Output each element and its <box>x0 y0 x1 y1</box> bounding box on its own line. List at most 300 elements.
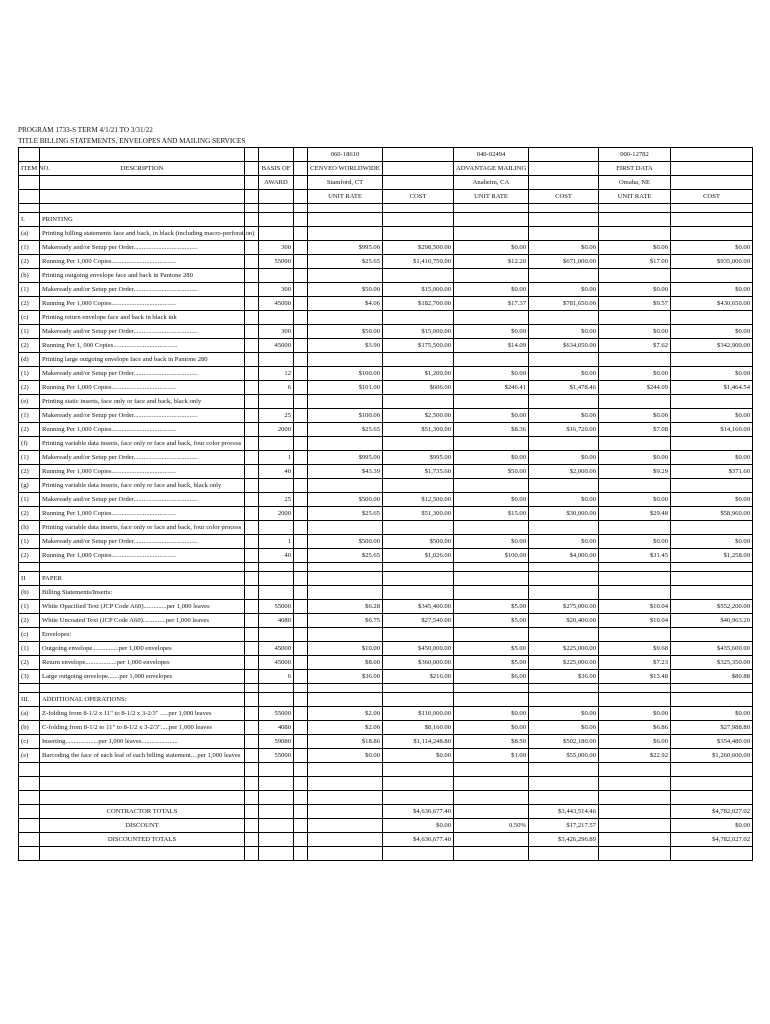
item-description: Printing large outgoing envelope face and back in Pantone 280 <box>40 353 245 367</box>
vendor-3-cost: $14,160.00 <box>671 423 753 437</box>
vendor-3-cost: $4,782,027.02 <box>671 833 753 847</box>
item-number: (2) <box>19 465 40 479</box>
vendor-2-unit-rate: $0.00 <box>454 241 529 255</box>
vendor-1-cost: $1,735.60 <box>383 465 454 479</box>
basis-of-award: 45000 <box>259 297 294 311</box>
item-description: Makeready and/or Setup per Order....................................... <box>40 325 245 339</box>
table-row <box>19 749 753 763</box>
basis-of-award: 45000 <box>259 656 294 670</box>
vendor-3-unit-rate: $29.48 <box>599 507 671 521</box>
table-row <box>19 213 753 227</box>
vendor-2-cost: $0.00 <box>529 409 599 423</box>
table-row <box>19 367 753 381</box>
vendor-3-unit-rate: $7.23 <box>599 656 671 670</box>
vendor-2-cost: $3,443,514.46 <box>529 805 599 819</box>
item-number: (2) <box>19 614 40 628</box>
item-number: (e) <box>19 749 40 763</box>
item-number <box>19 833 40 847</box>
vendor-3-cost: $0.00 <box>671 535 753 549</box>
item-description: Large outgoing envelope.......per 1,000 envelopes <box>40 670 245 684</box>
item-description: Printing static inserts, face only or face and back, black only <box>40 395 245 409</box>
item-description: PAPER <box>40 572 245 586</box>
vendor-2-cost: $36.00 <box>529 670 599 684</box>
description-header: DESCRIPTION <box>40 162 245 176</box>
item-description: Return envelope...................per 1,000 envelopes <box>40 656 245 670</box>
vendor-1-unit-rate: $100.00 <box>308 367 383 381</box>
vendor-1-unit-rate: $25.65 <box>308 423 383 437</box>
vendor-1-unit-rate: $25.65 <box>308 507 383 521</box>
item-description: Makeready and/or Setup per Order....................................... <box>40 451 245 465</box>
table-row <box>19 339 753 353</box>
item-description: Running Per 1,000 Copies....................................... <box>40 255 245 269</box>
vendor-1-unit-rate: $4.06 <box>308 297 383 311</box>
vendor-2-unit-rate: $5.00 <box>454 600 529 614</box>
table-row <box>19 241 753 255</box>
vendor-2-cost: $30,000.00 <box>529 507 599 521</box>
vendor-1-unit-rate: $8.00 <box>308 656 383 670</box>
basis-of-award: 59080 <box>259 735 294 749</box>
item-number: (1) <box>19 283 40 297</box>
basis-of-header: BASIS OF <box>259 162 294 176</box>
table-row <box>19 325 753 339</box>
vendor-1-unit-rate: $500.00 <box>308 493 383 507</box>
item-number: (b) <box>19 721 40 735</box>
item-description: Makeready and/or Setup per Order....................................... <box>40 535 245 549</box>
basis-of-award: 40 <box>259 549 294 563</box>
vendor-1-unit-rate: $101.00 <box>308 381 383 395</box>
vendor-1-unit-rate: $25.65 <box>308 549 383 563</box>
vendor-1-cost: $4,636,677.40 <box>383 805 454 819</box>
vendor-2-unit-rate: $246.41 <box>454 381 529 395</box>
vendor-3-unit-rate: $0.00 <box>599 493 671 507</box>
vendor-2-cost: $4,000.00 <box>529 549 599 563</box>
table-row <box>19 255 753 269</box>
vendor-2-cost: $502,180.00 <box>529 735 599 749</box>
vendor-3-cost: $354,480.00 <box>671 735 753 749</box>
vendor-1-cost: $360,000.00 <box>383 656 454 670</box>
table-row <box>19 283 753 297</box>
table-row <box>19 670 753 684</box>
basis-of-award: 55000 <box>259 749 294 763</box>
vendor-1-cost: $4,636,677.40 <box>383 833 454 847</box>
vendor-3-unit-rate: $10.04 <box>599 614 671 628</box>
basis-of-award: 25 <box>259 493 294 507</box>
spacer-row <box>19 204 753 213</box>
item-number: (2) <box>19 656 40 670</box>
item-description: Billing Statements/Inserts: <box>40 586 245 600</box>
vendor-1-cost: $1,114,248.80 <box>383 735 454 749</box>
vendor-3-unit-rate: $244.09 <box>599 381 671 395</box>
vendor-3-unit-rate-header: UNIT RATE <box>599 190 671 204</box>
table-row <box>19 395 753 409</box>
vendor-1-cost: $298,500.00 <box>383 241 454 255</box>
basis-of-award: 55000 <box>259 255 294 269</box>
vendor-3-cost: $27,988.80 <box>671 721 753 735</box>
vendor-3-unit-rate: $0.00 <box>599 241 671 255</box>
vendor-3-unit-rate: $9.29 <box>599 465 671 479</box>
item-description: Envelopes: <box>40 628 245 642</box>
item-number: III. <box>19 693 40 707</box>
item-number: (2) <box>19 339 40 353</box>
vendor-2-cost: $0.00 <box>529 241 599 255</box>
item-number: (c) <box>19 628 40 642</box>
item-number <box>19 819 40 833</box>
vendor-2-unit-rate: $0.00 <box>454 493 529 507</box>
table-row <box>19 721 753 735</box>
vendor-2-name: ADVANTAGE MAILING <box>454 162 529 176</box>
blank-row <box>19 777 753 791</box>
vendor-3-cost: $0.00 <box>671 707 753 721</box>
vendor-3-unit-rate: $13.48 <box>599 670 671 684</box>
vendor-2-unit-rate: $0.00 <box>454 535 529 549</box>
table-row <box>19 423 753 437</box>
vendor-2-unit-rate: $8.36 <box>454 423 529 437</box>
item-description: Printing return envelope face and back in black ink <box>40 311 245 325</box>
title-line: TITLE BILLING STATEMENTS, ENVELOPES AND MAILING SERVICES <box>18 137 246 145</box>
table-row <box>19 409 753 423</box>
vendor-1-city: Stamford, CT <box>308 176 383 190</box>
vendor-3-cost: $430,650.00 <box>671 297 753 311</box>
award-header: AWARD <box>259 176 294 190</box>
vendor-1-unit-rate: $10.00 <box>308 642 383 656</box>
item-description: Running Per 1,000 Copies....................................... <box>40 297 245 311</box>
item-number: (c) <box>19 311 40 325</box>
table-row <box>19 381 753 395</box>
vendor-1-unit-rate: $6.75 <box>308 614 383 628</box>
vendor-1-unit-rate: $50.00 <box>308 325 383 339</box>
vendor-2-unit-rate: $0.00 <box>454 707 529 721</box>
vendor-2-cost: $20,400.00 <box>529 614 599 628</box>
basis-of-award: 40 <box>259 465 294 479</box>
vendor-2-unit-rate: $0.00 <box>454 367 529 381</box>
vendor-3-cost: $4,782,027.02 <box>671 805 753 819</box>
item-description: DISCOUNTED TOTALS <box>40 833 245 847</box>
item-number: (d) <box>19 353 40 367</box>
vendor-3-unit-rate: $0.00 <box>599 451 671 465</box>
table-row <box>19 707 753 721</box>
vendor-3-unit-rate: $7.08 <box>599 423 671 437</box>
basis-of-award: 1 <box>259 451 294 465</box>
table-row <box>19 735 753 749</box>
vendor-3-unit-rate: $0.00 <box>599 707 671 721</box>
vendor-2-unit-rate: $0.00 <box>454 451 529 465</box>
vendor-1-id: 060-18610 <box>308 148 383 162</box>
item-description: Barcoding the face of each leaf of each billing statement....per 1,000 leaves <box>40 749 245 763</box>
item-number: (1) <box>19 367 40 381</box>
item-description: Makeready and/or Setup per Order....................................... <box>40 283 245 297</box>
vendor-2-unit-rate: $100.00 <box>454 549 529 563</box>
vendor-1-unit-rate: $500.00 <box>308 535 383 549</box>
basis-of-award: 55000 <box>259 707 294 721</box>
basis-of-award: 4080 <box>259 614 294 628</box>
vendor-3-cost: $342,900.00 <box>671 339 753 353</box>
vendor-3-unit-rate: $7.62 <box>599 339 671 353</box>
item-number: (h) <box>19 521 40 535</box>
vendor-1-unit-rate: $6.28 <box>308 600 383 614</box>
item-description: Outgoing envelope................per 1,000 envelopes <box>40 642 245 656</box>
vendor-1-cost: $1,200.00 <box>383 367 454 381</box>
vendor-2-cost: $0.00 <box>529 707 599 721</box>
vendor-2-city: Anaheim, CA <box>454 176 529 190</box>
vendor-1-cost: $995.00 <box>383 451 454 465</box>
vendor-3-unit-rate: $6.86 <box>599 721 671 735</box>
item-number: (2) <box>19 423 40 437</box>
vendor-3-unit-rate: $6.00 <box>599 735 671 749</box>
vendor-3-unit-rate: $9.57 <box>599 297 671 311</box>
item-description: ADDITIONAL OPERATIONS: <box>40 693 245 707</box>
table-row <box>19 535 753 549</box>
vendor-2-unit-rate: $5.00 <box>454 656 529 670</box>
vendor-2-unit-rate: $12.20 <box>454 255 529 269</box>
vendor-2-cost: $55,000.00 <box>529 749 599 763</box>
blank-row <box>19 763 753 777</box>
spacer-row <box>19 684 753 693</box>
vendor-1-cost-header: COST <box>383 190 454 204</box>
vendor-2-unit-rate: $5.00 <box>454 642 529 656</box>
vendor-1-cost: $0.00 <box>383 749 454 763</box>
table-row <box>19 507 753 521</box>
vendor-1-unit-rate: $43.39 <box>308 465 383 479</box>
item-number: (1) <box>19 451 40 465</box>
vendor-1-cost: $15,000.00 <box>383 325 454 339</box>
vendor-name-row <box>19 162 753 176</box>
vendor-1-unit-rate: $995.00 <box>308 451 383 465</box>
table-row <box>19 227 753 241</box>
item-description: Inserting....................per 1,000 leaves...................... <box>40 735 245 749</box>
blank-row <box>19 847 753 861</box>
vendor-2-cost: $0.00 <box>529 283 599 297</box>
item-number: (b) <box>19 269 40 283</box>
table-row <box>19 628 753 642</box>
vendor-2-id: 040-02494 <box>454 148 529 162</box>
vendor-3-cost: $325,350.00 <box>671 656 753 670</box>
vendor-1-cost: $12,500.00 <box>383 493 454 507</box>
vendor-1-unit-rate: $995.00 <box>308 241 383 255</box>
item-description: Makeready and/or Setup per Order....................................... <box>40 367 245 381</box>
vendor-3-cost-header: COST <box>671 190 753 204</box>
vendor-1-cost: $1,026.00 <box>383 549 454 563</box>
item-number: (2) <box>19 549 40 563</box>
vendor-1-unit-rate: $0.00 <box>308 749 383 763</box>
table-row <box>19 353 753 367</box>
vendor-1-cost: $8,160.00 <box>383 721 454 735</box>
vendor-2-cost: $0.00 <box>529 721 599 735</box>
basis-of-award: 300 <box>259 325 294 339</box>
item-number: (f) <box>19 437 40 451</box>
vendor-1-name: CENVEO WORLDWIDE <box>308 162 383 176</box>
basis-of-award: 6 <box>259 381 294 395</box>
vendor-2-unit-rate: $15.00 <box>454 507 529 521</box>
vendor-2-cost: $17,217.57 <box>529 819 599 833</box>
vendor-1-unit-rate: $2.00 <box>308 707 383 721</box>
table-row <box>19 693 753 707</box>
vendor-3-cost: $0.00 <box>671 367 753 381</box>
vendor-2-cost: $16,720.00 <box>529 423 599 437</box>
basis-of-award: 300 <box>259 241 294 255</box>
vendor-3-unit-rate: $0.00 <box>599 367 671 381</box>
item-description: Running Per 1,000 Copies....................................... <box>40 549 245 563</box>
vendor-id-row <box>19 148 753 162</box>
item-description: Running Per 1,000 Copies....................................... <box>40 507 245 521</box>
item-description: Printing variable data inserts, face only or face and back, black only <box>40 479 245 493</box>
item-number: I. <box>19 213 40 227</box>
vendor-3-cost: $80.88 <box>671 670 753 684</box>
blank-row <box>19 791 753 805</box>
vendor-1-cost: $1,410,750.00 <box>383 255 454 269</box>
vendor-2-cost: $0.00 <box>529 493 599 507</box>
line-items <box>19 204 753 861</box>
vendor-1-cost: $216.00 <box>383 670 454 684</box>
table-row <box>19 586 753 600</box>
spacer-row <box>19 563 753 572</box>
vendor-1-unit-rate-header: UNIT RATE <box>308 190 383 204</box>
vendor-2-unit-rate: $5.00 <box>454 614 529 628</box>
item-number: (b) <box>19 586 40 600</box>
table-row <box>19 493 753 507</box>
vendor-2-unit-rate: $0.00 <box>454 721 529 735</box>
vendor-2-unit-rate: $0.00 <box>454 283 529 297</box>
item-description: White Uncoated Text (JCP Code A60)..............per 1,000 leaves <box>40 614 245 628</box>
vendor-3-unit-rate: $0.00 <box>599 535 671 549</box>
item-description: C-folding from 8-1/2 to 11" to 8-1/2 x 3-2/3".....per 1,000 leaves <box>40 721 245 735</box>
vendor-2-unit-rate: 0.50% <box>454 819 529 833</box>
bid-table <box>18 147 753 861</box>
vendor-1-unit-rate: $100.00 <box>308 409 383 423</box>
table-row <box>19 805 753 819</box>
item-number: (e) <box>19 395 40 409</box>
table-row <box>19 600 753 614</box>
basis-of-award: 25 <box>259 409 294 423</box>
vendor-2-cost: $0.00 <box>529 367 599 381</box>
item-description: Running Per 1,000 Copies....................................... <box>40 423 245 437</box>
vendor-1-cost: $345,400.00 <box>383 600 454 614</box>
vendor-1-cost: $27,540.00 <box>383 614 454 628</box>
item-number: (1) <box>19 325 40 339</box>
item-number: II <box>19 572 40 586</box>
table-row <box>19 819 753 833</box>
basis-of-award: 300 <box>259 283 294 297</box>
vendor-2-cost: $0.00 <box>529 535 599 549</box>
basis-of-award: 55000 <box>259 600 294 614</box>
item-number <box>19 805 40 819</box>
vendor-3-name: FIRST DATA <box>599 162 671 176</box>
vendor-3-cost: $0.00 <box>671 325 753 339</box>
vendor-2-unit-rate: $8.50 <box>454 735 529 749</box>
item-number: (2) <box>19 507 40 521</box>
vendor-1-cost: $0.00 <box>383 819 454 833</box>
basis-of-award: 1 <box>259 535 294 549</box>
vendor-3-unit-rate: $0.00 <box>599 409 671 423</box>
item-number: (1) <box>19 409 40 423</box>
vendor-2-cost: $0.00 <box>529 451 599 465</box>
rate-cost-header-row <box>19 190 753 204</box>
vendor-3-cost: $0.00 <box>671 451 753 465</box>
item-description: Printing variable data inserts, face only or face and back, four color process <box>40 521 245 535</box>
vendor-2-unit-rate: $17.37 <box>454 297 529 311</box>
vendor-2-unit-rate: $1.00 <box>454 749 529 763</box>
vendor-1-cost: $51,300.00 <box>383 507 454 521</box>
vendor-3-city: Omaha, NE <box>599 176 671 190</box>
item-description: White Opacified Text (JCP Code A60)..............per 1,000 leaves <box>40 600 245 614</box>
basis-of-award: 45000 <box>259 339 294 353</box>
vendor-1-unit-rate: $18.86 <box>308 735 383 749</box>
item-number: (g) <box>19 479 40 493</box>
table-row <box>19 437 753 451</box>
vendor-1-cost: $175,500.00 <box>383 339 454 353</box>
item-number: (1) <box>19 493 40 507</box>
vendor-1-cost: $51,300.00 <box>383 423 454 437</box>
item-number: (1) <box>19 642 40 656</box>
item-number: (2) <box>19 381 40 395</box>
item-number: (3) <box>19 670 40 684</box>
item-number: (c) <box>19 735 40 749</box>
table-row <box>19 656 753 670</box>
vendor-2-cost: $225,000.00 <box>529 642 599 656</box>
vendor-2-cost: $2,000.00 <box>529 465 599 479</box>
vendor-1-cost: $182,700.00 <box>383 297 454 311</box>
vendor-3-unit-rate: $0.00 <box>599 325 671 339</box>
vendor-1-cost: $500.00 <box>383 535 454 549</box>
basis-of-award: 12 <box>259 367 294 381</box>
vendor-3-unit-rate: $0.00 <box>599 283 671 297</box>
vendor-1-unit-rate: $25.65 <box>308 255 383 269</box>
table-row <box>19 549 753 563</box>
vendor-3-cost: $0.00 <box>671 819 753 833</box>
vendor-1-unit-rate: $36.00 <box>308 670 383 684</box>
table-row <box>19 451 753 465</box>
item-number: (a) <box>19 707 40 721</box>
vendor-1-cost: $450,000.00 <box>383 642 454 656</box>
vendor-2-cost: $634,050.00 <box>529 339 599 353</box>
item-number: (a) <box>19 227 40 241</box>
basis-of-award: 45000 <box>259 642 294 656</box>
item-description: PRINTING <box>40 213 245 227</box>
basis-of-award: 4080 <box>259 721 294 735</box>
item-number: (2) <box>19 255 40 269</box>
item-number: (2) <box>19 297 40 311</box>
vendor-3-cost: $935,000.00 <box>671 255 753 269</box>
vendor-3-unit-rate: $10.04 <box>599 600 671 614</box>
item-description: CONTRACTOR TOTALS <box>40 805 245 819</box>
table-row <box>19 642 753 656</box>
item-no-header: ITEM NO. <box>19 162 40 176</box>
item-number: (1) <box>19 535 40 549</box>
vendor-1-unit-rate: $3.90 <box>308 339 383 353</box>
vendor-2-unit-rate: $14.09 <box>454 339 529 353</box>
table-row <box>19 465 753 479</box>
vendor-3-unit-rate: $17.00 <box>599 255 671 269</box>
vendor-2-unit-rate: $0.00 <box>454 409 529 423</box>
table-row <box>19 479 753 493</box>
vendor-2-cost: $671,000.00 <box>529 255 599 269</box>
vendor-2-cost: $1,478.46 <box>529 381 599 395</box>
item-description: Makeready and/or Setup per Order....................................... <box>40 241 245 255</box>
vendor-2-unit-rate: $0.00 <box>454 325 529 339</box>
vendor-3-unit-rate: $31.45 <box>599 549 671 563</box>
vendor-2-unit-rate: $6.00 <box>454 670 529 684</box>
vendor-2-cost: $225,000.00 <box>529 656 599 670</box>
vendor-2-cost-header: COST <box>529 190 599 204</box>
vendor-2-cost: $3,426,296.89 <box>529 833 599 847</box>
vendor-3-cost: $0.00 <box>671 493 753 507</box>
vendor-3-unit-rate: $9.68 <box>599 642 671 656</box>
vendor-3-unit-rate: $22.92 <box>599 749 671 763</box>
vendor-3-cost: $371.60 <box>671 465 753 479</box>
vendor-3-cost: $1,258.00 <box>671 549 753 563</box>
vendor-2-cost: $781,650.00 <box>529 297 599 311</box>
vendor-3-cost: $435,600.00 <box>671 642 753 656</box>
basis-of-award: 6 <box>259 670 294 684</box>
